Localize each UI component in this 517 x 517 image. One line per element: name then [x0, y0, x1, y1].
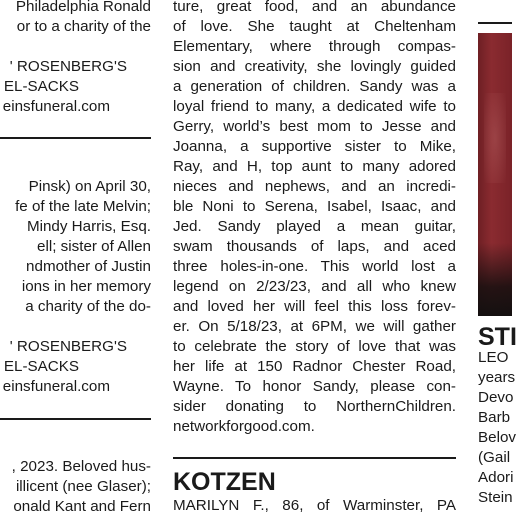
obituary-text-line: ture, great food, and an abundance [173, 0, 456, 15]
left-text-line: ndmother of Justin [26, 258, 151, 275]
obituary-text-line: a generation of children. Sandy was a [173, 78, 456, 95]
left-text-line: ' ROSENBERG'S [9, 338, 127, 355]
obituary-text-line: Gerry, world’s best mom to Jesse and [173, 118, 456, 135]
right-column [478, 0, 517, 512]
obituary-text-line: Ray, and H, top aunt to many adored [173, 158, 456, 175]
left-column [0, 0, 151, 515]
right-text-line: (Gail [478, 449, 511, 466]
obituary-text-line: Elementary, where through compas- [173, 38, 456, 55]
obituary-text-line: sider donating to NorthernChildren. [173, 398, 456, 415]
left-text-line: ell; sister of Allen [37, 238, 151, 255]
left-text-line: or to a charity of the [16, 18, 151, 35]
obituary-text-line: Jed. Sandy played a mean guitar, [173, 218, 456, 235]
obituary-text-line: to celebrate the story of love that was [173, 338, 456, 355]
obituary-text-line: three holes-in-one. This world lost a [173, 258, 456, 275]
portrait-photo [478, 33, 512, 316]
middle-column [173, 0, 456, 512]
left-text-line: EL-SACKS [3, 358, 79, 375]
column-divider-rule [0, 137, 151, 139]
left-text-line: ' ROSENBERG'S [9, 58, 127, 75]
left-text-line: Mindy Harris, Esq. [26, 218, 151, 235]
left-text-line: ions in her memory [21, 278, 151, 295]
left-text-line: einsfuneral.com [2, 98, 110, 115]
left-text-line: Pinsk) on April 30, [28, 178, 151, 195]
left-text-line: illicent (nee Glaser); [15, 478, 151, 495]
left-text-line: fe of the late Melvin; [15, 198, 151, 215]
left-text-line: a charity of the do- [25, 298, 151, 315]
obituary-text-line: loyal friend to many, a dedicated wife to [173, 98, 456, 115]
obituary-first-line: MARILYN F., 86, of Warminster, PA [173, 497, 456, 514]
left-text-line: Philadelphia Ronald [15, 0, 151, 15]
right-text-line: Belov [478, 429, 516, 446]
column-divider-rule [478, 22, 512, 24]
obituary-headline-fragment: STI [478, 323, 517, 351]
left-text-line: EL-SACKS [3, 78, 79, 95]
obituary-body [173, 0, 456, 437]
obituary-text-line: swam thousands of laps, and aced [173, 238, 456, 255]
right-text-line: Stein [478, 489, 513, 506]
obituary-text-line: sion and creativity, she lovingly guided [173, 58, 456, 75]
right-text-line: Devo [478, 389, 514, 406]
obituary-text-line: legend on 2/23/23, and all who knew [173, 278, 456, 295]
obituary-text-line: of love. She taught at Cheltenham [173, 18, 456, 35]
left-text-line: , 2023. Beloved hus- [11, 458, 151, 475]
obituary-text-line: and loved her will feel this loss forev- [173, 298, 456, 315]
obituary-headline: KOTZEN [173, 468, 276, 496]
section-divider-rule [173, 457, 456, 459]
obituary-text-line: Wayne. To honor Sandy, please con- [173, 378, 456, 395]
left-text-line: einsfuneral.com [2, 378, 110, 395]
right-text-line: Adori [478, 469, 514, 486]
left-text-line: onald Kant and Fern [13, 498, 151, 515]
right-text-line: years [478, 369, 516, 386]
obituary-text-line: ble Noni to Serena, Isabel, Isaac, and [173, 198, 456, 215]
obituary-text-line: nieces and nephews, and an incredi- [173, 178, 456, 195]
photo-shadow [478, 243, 512, 316]
column-divider-rule [0, 418, 151, 420]
obituary-text-line: Joanna, a supportive sister to Mike, [173, 138, 456, 155]
right-text-line: LEO [478, 349, 509, 366]
obituary-text-line: her life at 150 Radnor Chester Road, [173, 358, 456, 375]
right-text-line: Barb [478, 409, 511, 426]
photo-highlight [484, 93, 506, 183]
right-text-lines [478, 348, 516, 508]
obituary-text-line: networkforgood.com. [173, 418, 315, 435]
obituary-text-line: er. On 5/18/23, at 6PM, we will gather [173, 318, 456, 335]
